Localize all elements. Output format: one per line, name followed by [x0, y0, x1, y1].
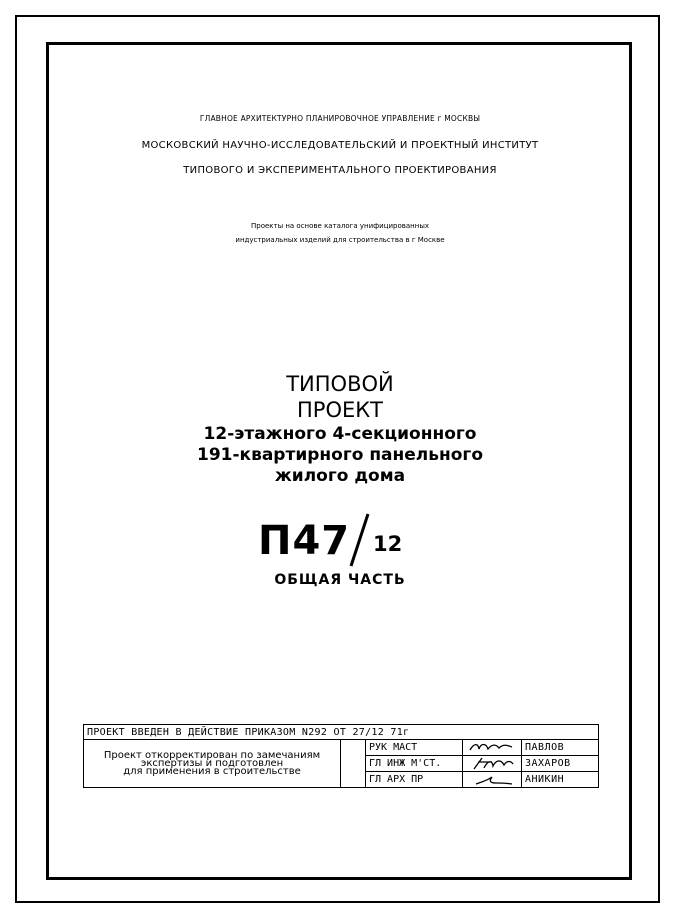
stamp-blank-cell — [341, 740, 366, 788]
signature-2 — [466, 756, 518, 771]
title-line-2: ПРОЕКТ — [297, 398, 383, 422]
subtitle-line-2: индустриальных изделий для строительства в г Москве — [235, 236, 445, 244]
stamp-name: АНИКИН — [522, 772, 599, 788]
project-code — [0, 508, 680, 572]
signature-3 — [466, 772, 518, 787]
signature-1 — [466, 740, 518, 755]
signature-cell — [463, 772, 522, 788]
stamp-position: ГЛ ИНЖ М'СТ. — [366, 756, 463, 772]
part-title: ОБЩАЯ ЧАСТЬ — [274, 572, 406, 588]
stamp-intro-row — [84, 725, 599, 740]
title-line-3: 12-этажного 4-секционного — [203, 424, 477, 444]
signature-cell — [463, 756, 522, 772]
title-line-1: ТИПОВОЙ — [286, 372, 394, 396]
title-line-5: жилого дома — [274, 466, 406, 486]
stamp-name: ПАВЛОВ — [522, 740, 599, 756]
stamp-note-line-1: Проект откорректирован по замечаниям — [103, 749, 321, 761]
subtitle-line-1: Проекты на основе каталога унифицированных — [250, 222, 429, 230]
stamp-note-line-3: для применения в строительстве — [123, 765, 301, 777]
project-code-main: П47 — [258, 518, 351, 564]
stamp-intro: ПРОЕКТ ВВЕДЕН В ДЕЙСТВИЕ ПРИКАЗОМ N292 ОТ 27/12 71г — [84, 725, 599, 740]
approval-stamp — [83, 724, 599, 788]
stamp-position: РУК МАСТ — [366, 740, 463, 756]
slash-divider — [348, 512, 370, 568]
stamp-name: ЗАХАРОВ — [522, 756, 599, 772]
stamp-row — [84, 740, 599, 756]
stamp-position: ГЛ АРХ ПР — [366, 772, 463, 788]
institute-line-1: МОСКОВСКИЙ НАУЧНО-ИССЛЕДОВАТЕЛЬСКИЙ И ПРОЕКТНЫЙ ИНСТИТУТ — [141, 140, 539, 151]
stamp-note-line-2: экспертизы и подготовлен — [140, 757, 284, 769]
authority-line: ГЛАВНОЕ АРХИТЕКТУРНО ПЛАНИРОВОЧНОЕ УПРАВЛЕНИЕ г МОСКВЫ — [199, 114, 481, 123]
title-line-4: 191-квартирного панельного — [197, 445, 483, 465]
signature-cell — [463, 740, 522, 756]
project-code-suffix: 12 — [373, 532, 403, 556]
institute-line-2: ТИПОВОГО И ЭКСПЕРИМЕНТАЛЬНОГО ПРОЕКТИРОВАНИЯ — [183, 165, 497, 176]
stamp-note — [84, 740, 341, 788]
